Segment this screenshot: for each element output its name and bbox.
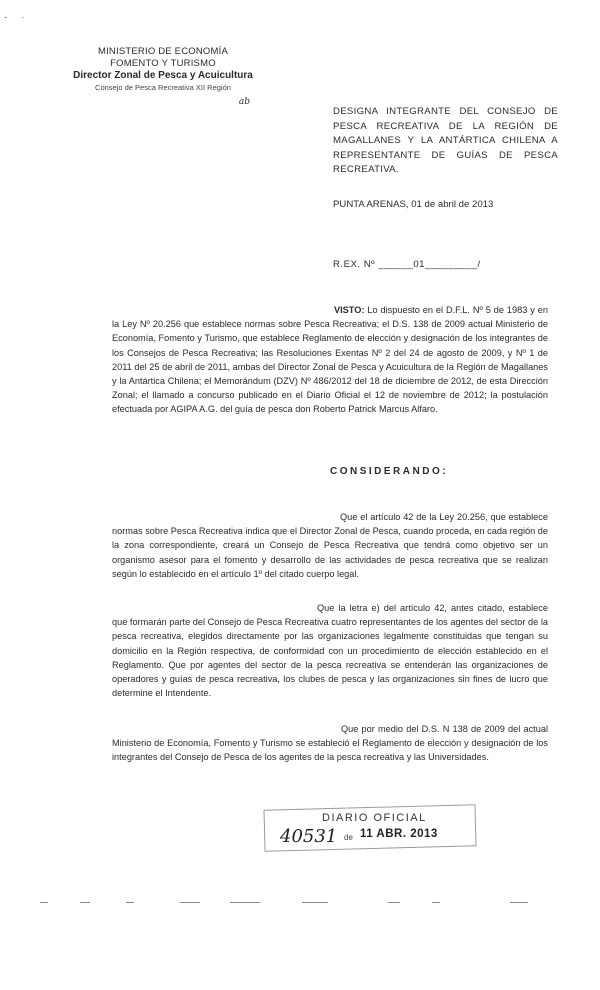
visto-lead: VISTO: [334, 305, 365, 315]
stamp-number: 40531 [280, 826, 338, 847]
considerando-item: Que la letra e) del artículo 42, antes citado, establece que formarán parte del Consejo de Pesca Recreativa cuatro representantes de los agentes del sector de la pesca recreativa, elegidos directamente por las organizaciones legalmente constituidas que tengan su domicilio en la Región respectiva, de conformidad con un procedimiento de elección establecido en el Reglamento. Que por agentes del sector de la pesca recreativa se entenderán las organizaciones de operadores y guías de pesca recreativa, los clubes de pesca y las organizaciones sin fines de lucro que determine el Intendente. [112, 603, 548, 699]
stamp-label: DIARIO OFICIAL [322, 812, 427, 824]
resolution-title: DESIGNA INTEGRANTE DEL CONSEJO DE PESCA RECREATIVA DE LA REGIÓN DE MAGALLANES Y LA ANTÁRTICA CHILENA A REPRESENTANTE DE GUÍAS DE PESCA RECREATIVA. [333, 106, 558, 175]
stamp-de: de [344, 833, 353, 842]
diario-oficial-stamp [264, 807, 482, 851]
considerando-item: Que el artículo 42 de la Ley 20.256, que establece normas sobre Pesca Recreativa indica que el Director Zonal de Pesca, cuando proceda, en cada región de la zona correspondiente, creará un Consejo de Pesca Recreativa que tendrá como objetivo ser un organismo asesor para el fomento y desarrollo de las actividades de pesca recreativa que se realizan según lo establecido en el artículo 1º del citado cuerpo legal. [112, 512, 548, 579]
scan-marks [40, 902, 560, 906]
handwritten-initials: ab [238, 97, 250, 107]
office-name: Director Zonal de Pesca y Acuicultura [73, 70, 253, 81]
stamp-date: 11 ABR. 2013 [360, 828, 438, 840]
letterhead [58, 46, 268, 107]
visto-paragraph [112, 303, 548, 417]
place-date: PUNTA ARENAS, 01 de abril de 2013 [333, 199, 494, 210]
ministry-line-2: FOMENTO Y TURISMO [110, 58, 216, 69]
ministry-line-1: MINISTERIO DE ECONOMÍA [97, 46, 229, 57]
resolution-number: R.EX. Nº ______01_________/ [333, 259, 481, 270]
considerando-item: Que por medio del D.S. N 138 de 2009 del actual Ministerio de Economía, Fomento y Turismo se estableció el Reglamento de elección y designación de los integrantes del Consejo de Pesca de los agentes de la pesca recreativa y las Universidades. [112, 724, 548, 763]
scan-specks: - · [4, 12, 31, 22]
council-name: Consejo de Pesca Recreativa XII Región [95, 83, 231, 92]
visto-text: Lo dispuesto en el D.F.L. Nº 5 de 1983 y en la Ley Nº 20.256 que establece normas sobre Pesca Recreativa; el D.S. 138 de 2009 actual Ministerio de Economía, Fomento y Turismo, que establece Reglamento de elección y designación de los integrantes de los Consejos de Pesca Recreativa; las Resoluciones Exentas Nº 2 del 24 de agosto de 2009, y Nº 1 de 2011 del 25 de abril de 2011, ambas del Director Zonal de Pesca y Acuicultura de la Región de Magallanes y la Antártica Chilena; el Memorándum (DZV) Nº 486/2012 del 18 de diciembre de 2012, de esta Dirección Zonal; el llamado a concurso publicado en el Diario Oficial el 12 de noviembre de 2012; la postulación efectuada por AGIPA A.G. del guía de pesca don Roberto Patrick Marcus Alfaro. [112, 305, 548, 415]
considerando-heading: CONSIDERANDO: [330, 466, 449, 477]
